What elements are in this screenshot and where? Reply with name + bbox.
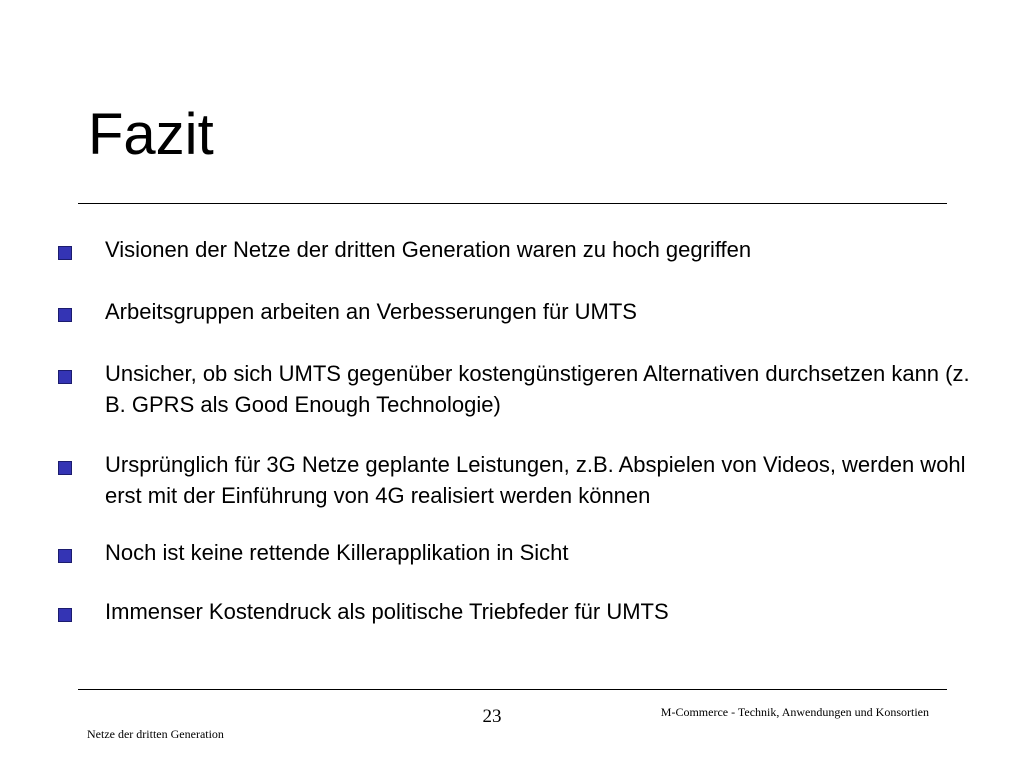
bullet-text: Visionen der Netze der dritten Generation waren zu hoch gegriffen [105,237,752,262]
slide-title: Fazit [88,102,214,167]
bullet-text: Immenser Kostendruck als politische Triebfeder für UMTS [105,599,669,624]
square-bullet-icon [58,461,72,475]
footer-course-title: M-Commerce - Technik, Anwendungen und Konsortien [660,705,929,719]
bullet-text: Arbeitsgruppen arbeiten an Verbesserungen für UMTS [105,299,637,324]
square-bullet-icon [58,308,72,322]
page-number: 23 [482,706,502,727]
bullet-text: Unsicher, ob sich UMTS gegenüber kostengünstigeren Alternativen durchsetzen kann (z. B. GPRS als Good Enough Technologie) [105,361,970,417]
square-bullet-icon [58,370,72,384]
bullet-text: Noch ist keine rettende Killerapplikation in Sicht [105,540,569,565]
footer-chapter-title: Netze der dritten Generation [87,727,224,741]
square-bullet-icon [58,246,72,260]
square-bullet-icon [58,549,72,563]
bullet-text: Ursprünglich für 3G Netze geplante Leistungen, z.B. Abspielen von Videos, werden wohl erst mit der Einführung von 4G realisiert werden können [105,452,966,508]
footer-divider [78,689,947,690]
square-bullet-icon [58,608,72,622]
